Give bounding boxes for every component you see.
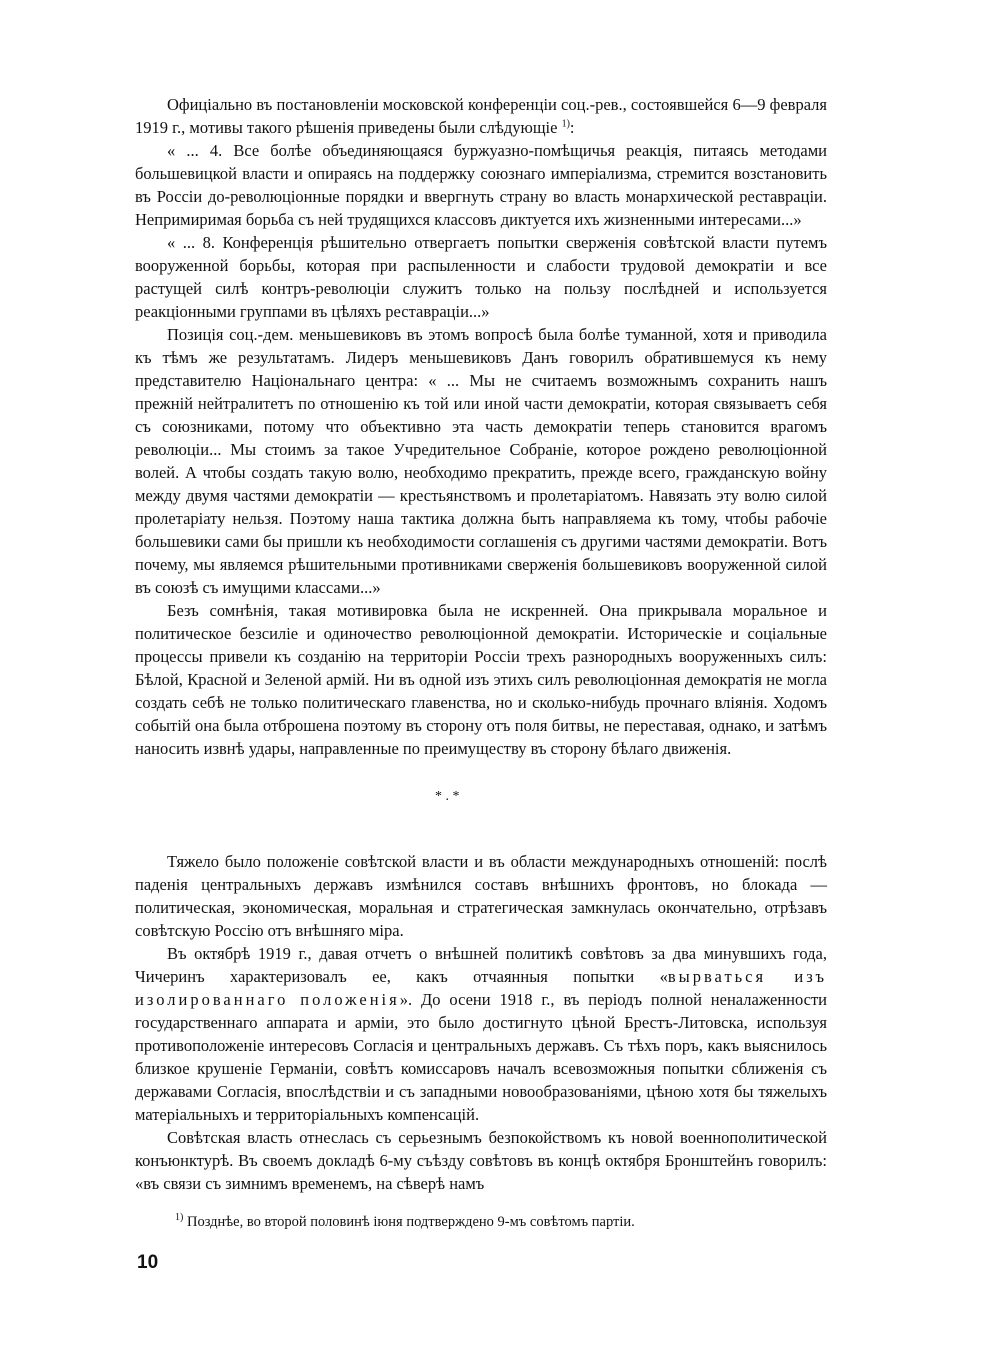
paragraph-soviet-power: Совѣтская власть отнеслась съ серьезнымъ безпокойствомъ къ новой военнополитической конъюнктурѣ. Въ своемъ докладѣ 6-му съѣзду совѣтовъ въ концѣ октября Бронштейнъ говорилъ: «въ связи съ зимнимъ временемъ, на сѣверѣ намъ (135, 1128, 827, 1193)
page-body (135, 93, 827, 1195)
paragraph-international: Тяжело было положеніе совѣтской власти и въ области международныхъ отношеній: послѣ паденія центральныхъ державъ измѣнился составъ внѣшнихъ фронтовъ, но блокада — политическая, экономическая, моральная и стратегическая замкнулась окончательно, отрѣзавъ совѣтскую Россію отъ внѣшняго міра. (135, 852, 827, 940)
footnote-marker: 1) (561, 118, 570, 130)
section-divider (135, 760, 827, 850)
page-number: 10 (137, 1252, 159, 1273)
paragraph-october: Въ октябрѣ 1919 г., давая отчетъ о внѣшней политикѣ совѣтовъ за два минувшихъ года, Чичеринъ характеризовалъ ее, какъ отчаянныя попытки «вырваться изъ изолированнаго положенія». До осени 1918 г., въ періодъ полной неналаженности государственнаго аппарата и арміи, это было достигнуто цѣной Брестъ-Литовска, используя противоположеніе интересовъ Согласія и центральныхъ державъ. Съ тѣхъ поръ, какъ выяснилось близкое крушеніе Германіи, совѣтъ комиссаровъ началъ всевозможныя попытки сближенія съ державами Согласія, впослѣдствіи и съ западными новообразованіями, цѣною хотя бы тяжелыхъ матеріальныхъ и территоріальныхъ компенсацій. (135, 944, 828, 1124)
paragraph-quote-8: « ... 8. Конференція рѣшительно отвергаетъ попытки сверженія совѣтской власти путемъ вооруженной борьбы, которая при распыленности и слабости трудовой демократіи и все растущей силѣ контръ-революціи служитъ только на пользу послѣдней и используется реакціонными группами въ цѣляхъ реставраціи...» (135, 233, 827, 321)
footnote: $^{1)}$ Позднѣе, во второй половинѣ іюня подтверждено 9-мъ совѣтомъ партіи. (175, 1212, 635, 1230)
spaced-quote: вырваться изъ изолированнаго положенія (135, 967, 828, 1009)
paragraph-motivation: Безъ сомнѣнія, такая мотивировка была не искренней. Она прикрывала моральное и политическое безсиліе и одиночество революціонной демократіи. Историческіе и соціальные процессы привели къ созданію на территоріи Россіи трехъ разнородныхъ вооруженныхъ силъ: Бѣлой, Красной и Зеленой армій. Ни въ одной изъ этихъ силъ революціонная демократія не могла создать себѣ не только политическаго главенства, но и сколько-нибудь прочнаго вліянія. Ходомъ событій она была отброшена поэтому въ сторону отъ поля битвы, не переставая, однако, и затѣмъ наносить извнѣ удары, направленные по преимуществу въ сторону бѣлаго движенія. (135, 601, 827, 758)
paragraph-mensheviks: Позиція соц.-дем. меньшевиковъ въ этомъ вопросѣ была болѣе туманной, хотя и приводила къ тѣмъ же результатамъ. Лидеръ меньшевиковъ Данъ говорилъ обратившемуся къ нему представителю Національнаго центра: « ... Мы не считаемъ возможнымъ сохранить нашъ прежній нейтралитетъ по отношенію къ той или иной части демократіи, которая связываетъ себя съ союзниками, потому что объективно эта часть демократіи теперь становится врагомъ революціи... Мы стоимъ за такое Учредительное Собраніе, которое рождено революціонной волей. А чтобы создать такую волю, необходимо прекратить, прежде всего, гражданскую войну между двумя частями демократіи — крестьянствомъ и пролетаріатомъ. Навязать эту волю силой пролетаріату нельзя. Поэтому наша тактика должна быть направляема къ тому, чтобы рабочіе большевики сами бы пришли къ необходимости соглашенія съ другими частями демократіи. Вотъ почему, мы являемся рѣшительными противниками сверженія большевиковъ вооруженной силой въ союзѣ съ имущими классами...» (135, 325, 827, 597)
paragraph-quote-4: « ... 4. Все болѣе объединяющаяся буржуазно-помѣщичья реакція, питаясь методами большевицкой власти и опираясь на поддержку союзнаго имперіализма, стремится возстановить въ Россіи до-революціонные порядки и ввергнуть страну во власть монархической реставраціи. Непримиримая борьба съ ней трудящихся классовъ диктуется ихъ жизненными интересами...» (135, 141, 827, 229)
divider-ornament: * . * (435, 789, 460, 804)
paragraph-official: Офиціально въ постановленіи московской конференціи соц.-рев., состоявшейся 6—9 февраля 1919 г., мотивы такого рѣшенія приведены были слѣдующіе $^{1)}$: (135, 95, 827, 137)
